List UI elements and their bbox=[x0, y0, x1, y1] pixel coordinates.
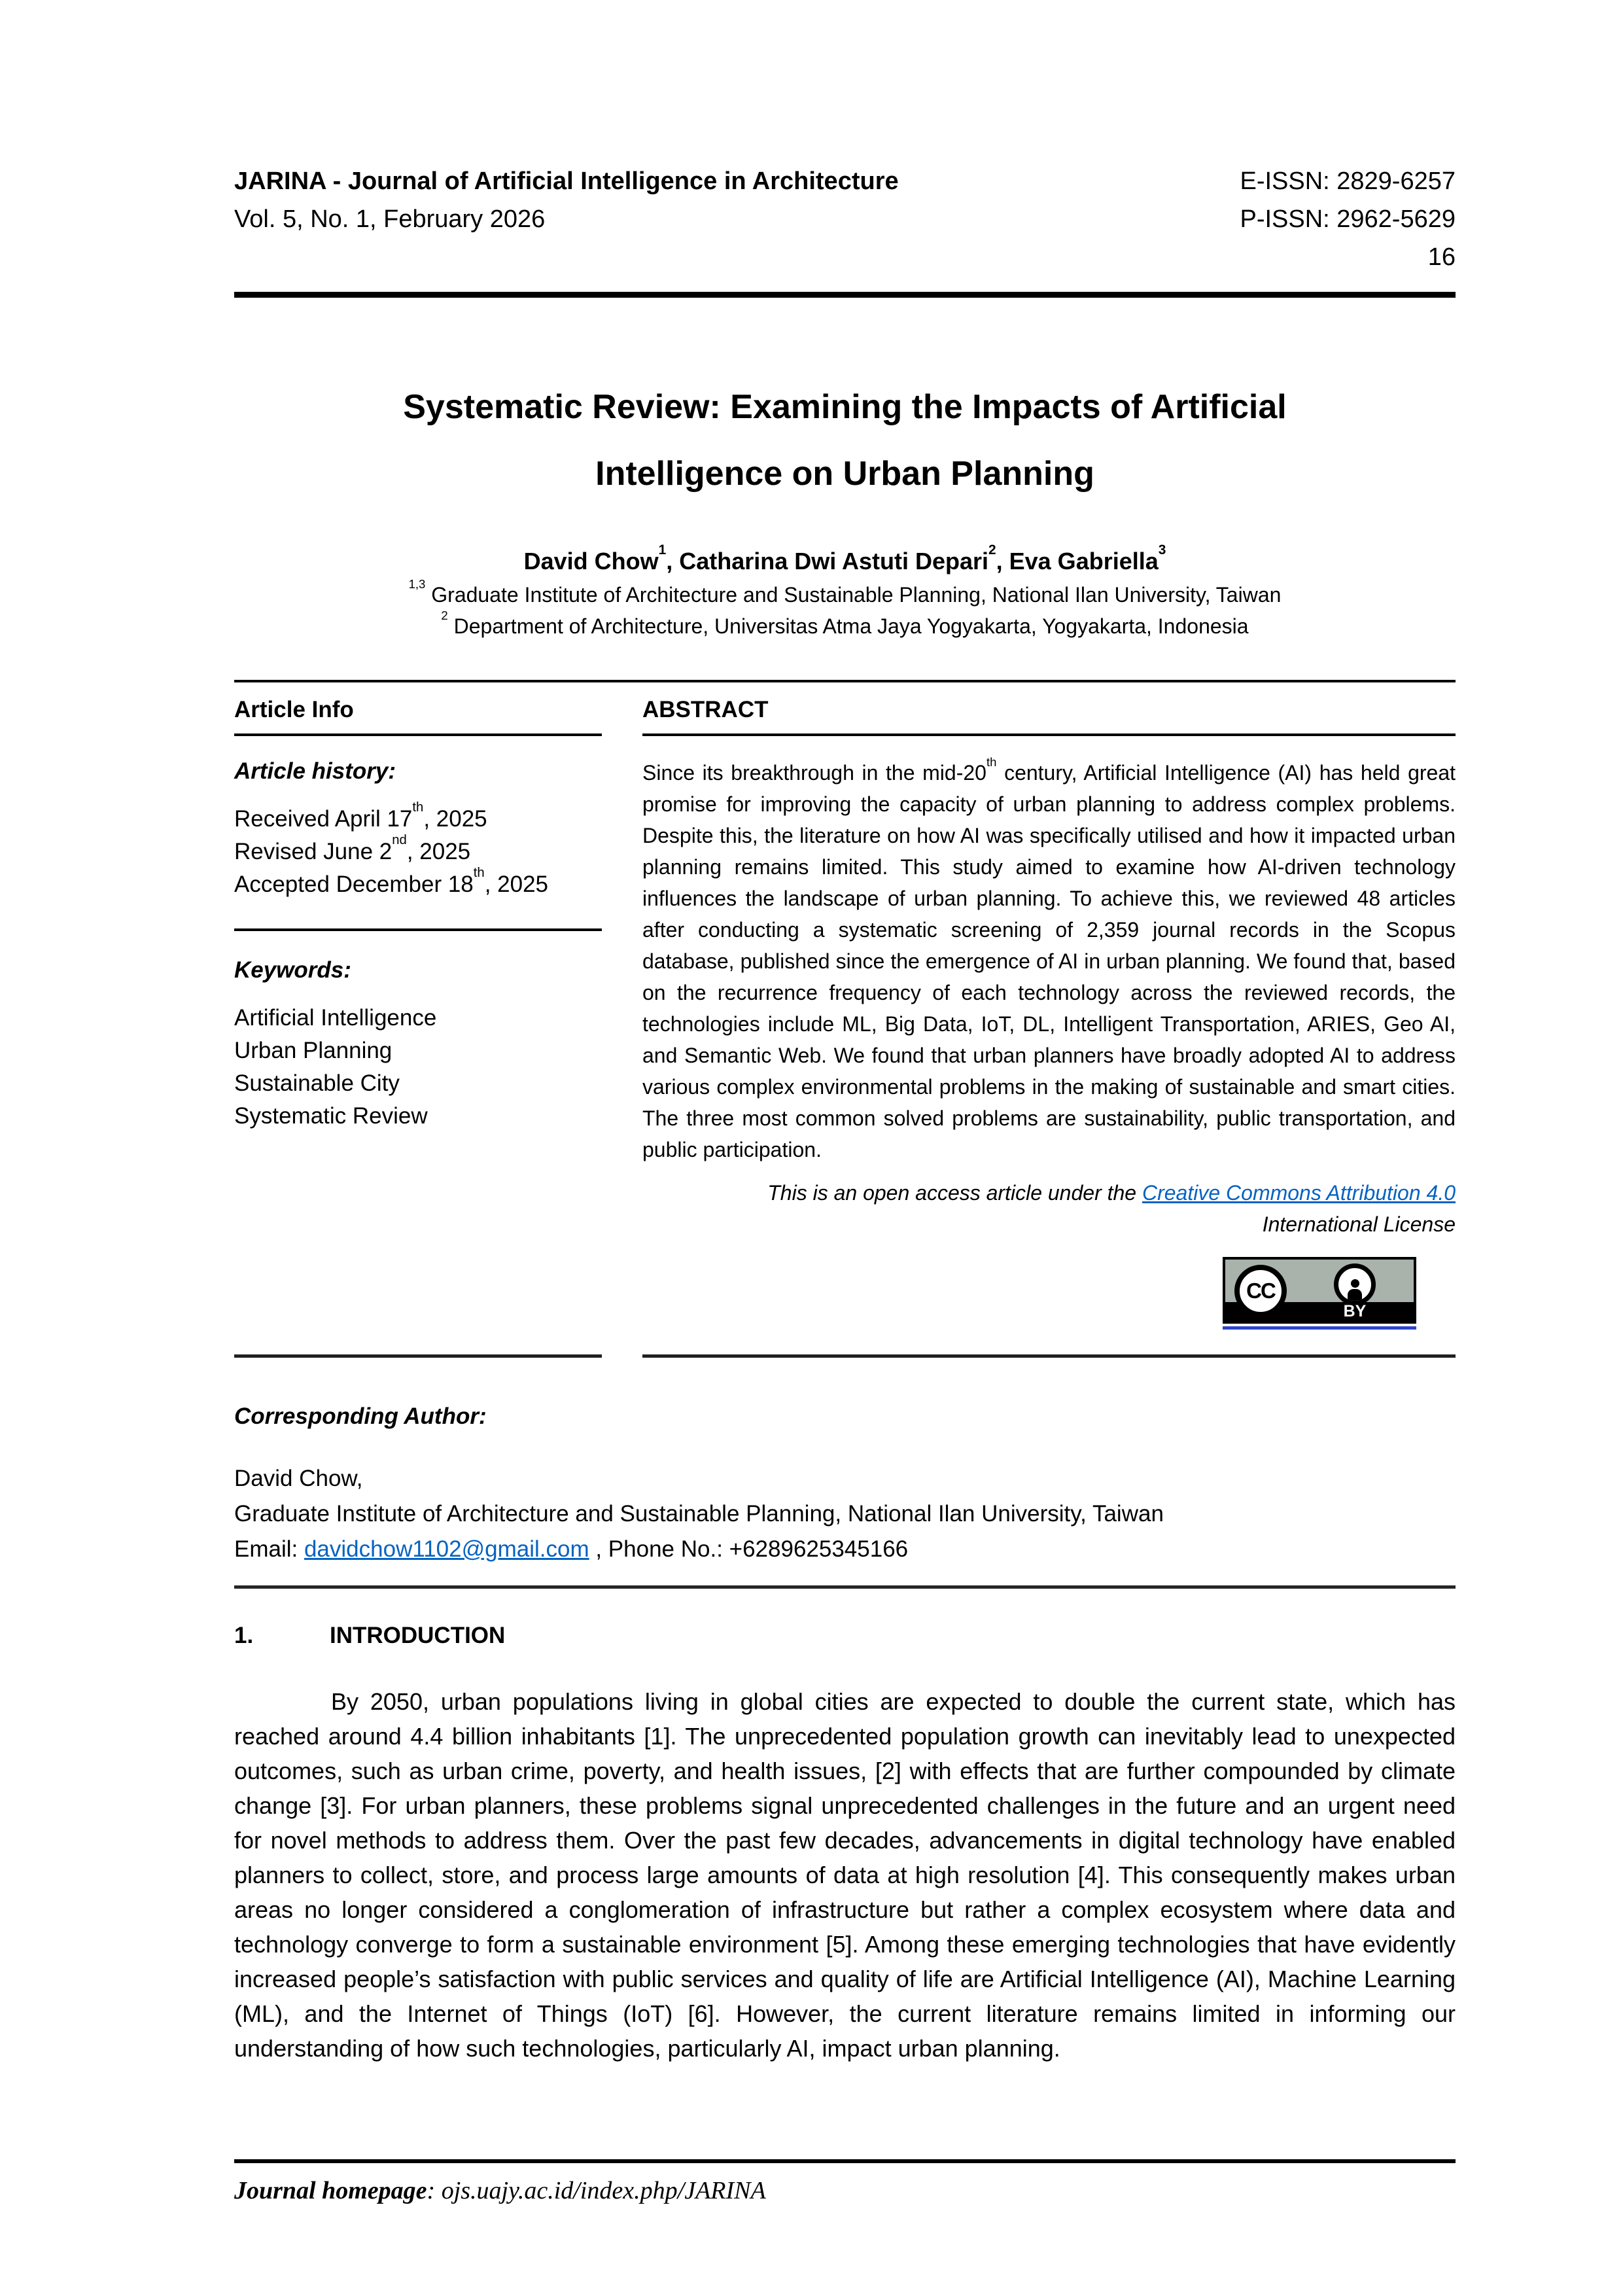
pissn: P-ISSN: 2962-5629 bbox=[1240, 205, 1456, 233]
affiliation-2: $^2$ Department of Architecture, Universitas Atma Jaya Yogyakarta, Yogyakarta, Indonesia bbox=[441, 609, 1249, 638]
article-title-line1: Systematic Review: Examining the Impacts of Artificial bbox=[403, 388, 1287, 426]
abstract-text: Since its breakthrough in the mid-20th century, Artificial Intelligence (AI) has held great promise for improving the capacity of urban planning to address complex problems. Despite this, the literature on how AI was specifically utilised and how it impacted urban planning remains limited. This study aimed to examine how AI-driven technology influences the landscape of urban planning. To achieve this, we reviewed 48 articles after conducting a systematic screening of 2,359 journal records in the Scopus database, published since the emergence of AI in urban planning. We found that, based on the recurrence frequency of each technology across the reviewed records, the technologies include ML, Big Data, IoT, DL, Intelligent Transportation, ARIES, Geo AI, and Semantic Web. We found that urban planners have broadly adopted AI to address various complex environmental problems in the making of sustainable and smart cities. The three most common solved problems are sustainability, public transportation, and public participation. bbox=[642, 755, 1456, 1161]
authors-line: David Chow$^1$, Catharina Dwi Astuti Depari$^2$, Eva Gabriella$^3$ bbox=[523, 542, 1166, 574]
cc-icon: CC bbox=[1234, 1265, 1287, 1317]
keyword: Artificial Intelligence bbox=[234, 1005, 437, 1031]
eissn: E-ISSN: 2829-6257 bbox=[1240, 168, 1456, 195]
person-icon bbox=[1334, 1263, 1376, 1305]
license-note: This is an open access article under the Creative Commons Attribution 4.0 International License bbox=[767, 1181, 1456, 1236]
keyword: Urban Planning bbox=[234, 1038, 393, 1063]
history-received: Received April 17th, 2025 bbox=[234, 800, 487, 832]
corresponding-name: David Chow, bbox=[234, 1466, 363, 1491]
article-title bbox=[234, 374, 1456, 507]
corresponding-contact: Email: davidchow1102@gmail.com , Phone No.: +6289625345166 bbox=[234, 1536, 909, 1562]
cc-badge-area bbox=[642, 1257, 1456, 1330]
keyword: Systematic Review bbox=[234, 1103, 428, 1129]
introduction-section bbox=[234, 1621, 1456, 2066]
corresponding-author-section bbox=[234, 1402, 1456, 1589]
keyword: Sustainable City bbox=[234, 1070, 400, 1096]
history-revised: Revised June 2nd, 2025 bbox=[234, 833, 471, 864]
page-number: 16 bbox=[1427, 243, 1456, 271]
corresponding-affiliation: Graduate Institute of Architecture and Sustainable Planning, National Ilan University, Taiwan bbox=[234, 1501, 1164, 1527]
section-heading bbox=[234, 1621, 1456, 1650]
section-title: INTRODUCTION bbox=[330, 1623, 506, 1648]
column-divider bbox=[234, 928, 602, 931]
cc-by-badge[interactable] bbox=[1223, 1257, 1416, 1324]
badge-link-underline bbox=[1223, 1326, 1416, 1330]
by-label: BY bbox=[1343, 1302, 1367, 1320]
introduction-paragraph: By 2050, urban populations living in global cities are expected to double the current state, which has reached around 4.4 billion inhabitants [1]. The unprecedented population growth can inevitably lead to unexpected outcomes, such as urban crime, poverty, and health issues, [2] with effects that are further compounded by climate change [3]. For urban planners, these problems signal unprecedented challenges in the future and an urgent need for novel methods to address them. Over the past few decades, advancements in digital technology have enabled planners to collect, store, and process large amounts of data at high resolution [4]. This consequently makes urban areas no longer considered a conglomeration of infrastructure but rather a complex ecosystem where data and technology converge to form a sustainable environment [5]. Among these emerging technologies that have evidently increased people’s satisfaction with public services and quality of life are Artificial Intelligence (AI), Machine Learning (ML), and the Internet of Things (IoT) [6]. However, the current literature remains limited in informing our understanding of how such technologies, particularly AI, impact urban planning. bbox=[234, 1688, 1456, 2062]
journal-header bbox=[234, 162, 1456, 298]
hyperlink[interactable]: Creative Commons Attribution 4.0 bbox=[1142, 1181, 1456, 1205]
corresponding-author-label: Corresponding Author: bbox=[234, 1404, 487, 1429]
keywords-label: Keywords: bbox=[234, 957, 351, 983]
section-number: 1. bbox=[234, 1623, 254, 1648]
history-accepted: Accepted December 18th, 2025 bbox=[234, 866, 548, 897]
hyperlink[interactable]: davidchow1102@gmail.com bbox=[304, 1536, 589, 1562]
volume-issue: Vol. 5, No. 1, February 2026 bbox=[234, 205, 546, 233]
affiliation-1: $^{1,3}$ Graduate Institute of Architecture and Sustainable Planning, National Ilan University, Taiwan bbox=[408, 577, 1282, 607]
article-title-line2: Intelligence on Urban Planning bbox=[595, 455, 1094, 493]
article-info-table bbox=[234, 680, 1456, 1358]
abstract-heading: ABSTRACT bbox=[642, 682, 1456, 736]
journal-homepage-footer: Journal homepage: ojs.uajy.ac.id/index.php/JARINA bbox=[234, 2159, 1456, 2205]
article-info-heading: Article Info bbox=[234, 682, 602, 736]
article-history-label: Article history: bbox=[234, 758, 396, 784]
journal-name: JARINA - Journal of Artificial Intelligence in Architecture bbox=[234, 168, 899, 195]
article-info-column bbox=[234, 736, 602, 1358]
abstract-column bbox=[642, 736, 1456, 1358]
